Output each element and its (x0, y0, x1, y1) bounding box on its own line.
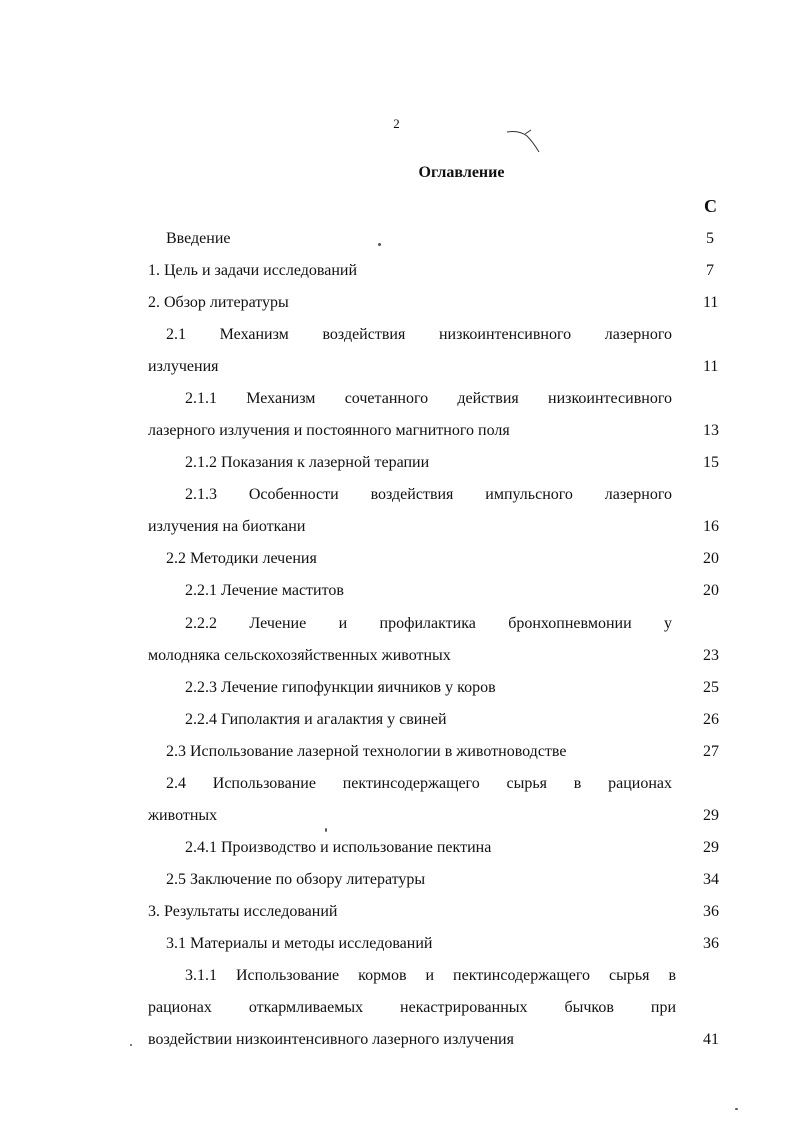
toc-entry-text: 1. Цель и задачи исследований (148, 262, 358, 279)
toc-title: Оглавление (418, 164, 505, 181)
toc-entry-page: 25 (703, 679, 719, 696)
toc-entry-text: 2.2.3 Лечение гипофункции яичников у коров (185, 679, 496, 696)
toc-entry-page: 29 (703, 839, 719, 856)
scan-speck (735, 1108, 738, 1110)
toc-entry-page: 27 (703, 743, 719, 760)
toc-entry-text: животных (148, 807, 218, 824)
toc-entry-text: излучения на биоткани (148, 518, 306, 535)
scan-speck (325, 828, 327, 832)
page-number: 2 (393, 116, 400, 131)
toc-entry-text: воздействии низкоинтенсивного лазерного излучения (148, 1031, 514, 1048)
toc-entry-page: 20 (703, 582, 719, 599)
toc-entry-text: 2.1.1 Механизм сочетанного действия низкоинтесивного (185, 390, 672, 407)
toc-entry-text: 2.5 Заключение по обзору литературы (166, 871, 426, 888)
scan-speck (378, 243, 381, 246)
pen-mark (505, 128, 545, 158)
toc-entry-text: 2.1.3 Особенности воздействия импульсного лазерного (185, 486, 672, 503)
page-column-header: С (704, 196, 717, 216)
toc-entry-page: 36 (703, 935, 719, 952)
toc-entry-text: 3.1 Материалы и методы исследований (166, 935, 433, 952)
toc-entry-text: 3.1.1 Использование кормов и пектинсодержащего сырья в (185, 967, 676, 984)
toc-entry-page: 36 (703, 903, 719, 920)
toc-entry-text: 2.4 Использование пектинсодержащего сырья в рационах (166, 775, 672, 792)
toc-entry-page: 7 (706, 262, 714, 279)
toc-entry-text: 2. Обзор литературы (148, 294, 289, 311)
toc-entry-text: 2.2 Методики лечения (166, 550, 317, 567)
toc-entry-text: лазерного излучения и постоянного магнитного поля (148, 422, 510, 439)
toc-entry-text: 2.3 Использование лазерной технологии в животноводстве (166, 743, 567, 760)
toc-entry-page: 16 (703, 518, 719, 535)
toc-entry-page: 5 (706, 230, 714, 247)
toc-entry-page: 11 (703, 294, 719, 311)
toc-entry-page: 41 (703, 1031, 719, 1048)
toc-entry-text: 2.1 Механизм воздействия низкоинтенсивного лазерного (166, 326, 672, 343)
toc-entry-text: 2.2.2 Лечение и профилактика бронхопневмонии у (185, 615, 672, 632)
toc-entry-page: 34 (703, 871, 719, 888)
toc-entry-text: 3. Результаты исследований (148, 903, 338, 920)
toc-entry-text: Введение (166, 230, 231, 247)
toc-entry-text: 2.1.2 Показания к лазерной терапии (185, 454, 430, 471)
scan-speck (130, 1044, 132, 1046)
toc-entry-page: 11 (703, 358, 719, 375)
toc-entry-text: рационах откармливаемых некастрированных бычков при (148, 999, 676, 1016)
toc-entry-text: молодняка сельскохозяйственных животных (148, 647, 451, 664)
toc-entry-text: 2.2.4 Гиполактия и агалактия у свиней (185, 711, 447, 728)
toc-entry-text: 2.4.1 Производство и использование пектина (185, 839, 492, 856)
toc-entry-text: 2.2.1 Лечение маститов (185, 582, 344, 599)
toc-entry-page: 23 (703, 647, 719, 664)
toc-entry-page: 29 (703, 807, 719, 824)
toc-entry-text: излучения (148, 358, 219, 375)
toc-entry-page: 15 (703, 454, 719, 471)
toc-entry-page: 13 (703, 422, 719, 439)
toc-entry-page: 20 (703, 550, 719, 567)
toc-entry-page: 26 (703, 711, 719, 728)
